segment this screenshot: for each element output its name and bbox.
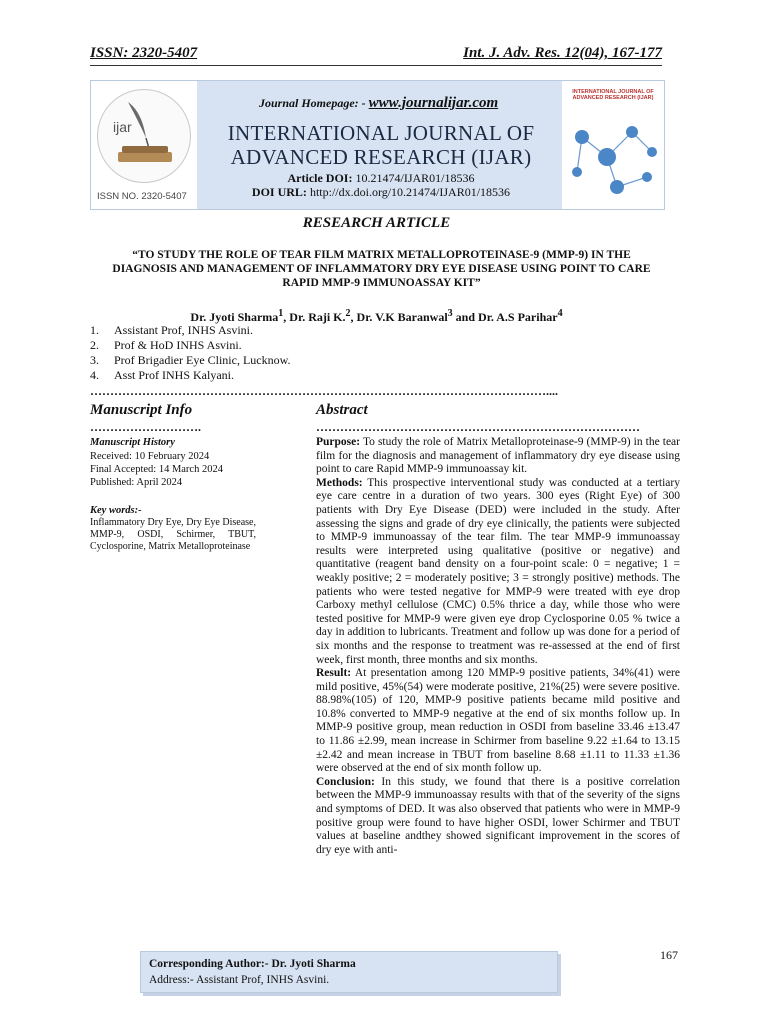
article-doi-label: Article DOI:	[287, 171, 353, 185]
doi-url	[201, 185, 561, 200]
journal-cover	[562, 81, 664, 209]
journal-logo	[91, 81, 197, 209]
logo-text: ijar	[113, 119, 132, 135]
molecule-icon	[562, 107, 664, 207]
affiliation-item	[90, 323, 291, 338]
received-date: Received: 10 February 2024	[90, 451, 210, 462]
abstract-conclusion	[316, 776, 680, 858]
author-2: Dr. Raji K.	[289, 310, 346, 324]
author-sep: ,	[283, 310, 290, 324]
cover-title: INTERNATIONAL JOURNAL OF ADVANCED RESEARCH (IJAR)	[572, 89, 654, 101]
abstract-heading: Abstract	[316, 402, 368, 418]
affiliation-number: 3.	[90, 353, 99, 367]
corresponding-author: Corresponding Author:- Dr. Jyoti Sharma	[149, 958, 356, 970]
manuscript-dates	[90, 450, 223, 489]
homepage-label: Journal Homepage: -	[259, 96, 366, 110]
quill-icon	[98, 90, 190, 182]
author-sep: and	[452, 310, 479, 324]
affiliation-number: 1.	[90, 323, 99, 337]
author-sep: ,	[350, 310, 357, 324]
homepage-link[interactable]: www.journalijar.com	[368, 95, 499, 111]
header-citation: Int. J. Adv. Res. 12(04), 167-177	[463, 45, 662, 61]
result-text: At presentation among 120 MMP-9 positive patients, 34%(41) were mild positive, 45%(54) were moderate positive, 21%(25) were severe positive. 88.98%(105) of 120, MMP-9 positive patients became mild positive and 10.8% converted to MMP-9 negative at the end of six months follow up. In MMP-9 positive group, mean reduction in OSDI from baseline 33.46 ±13.47 to 11.86 ±2.99, mean increase in Schirmer from baseline 9.22 ±1.64 to 13.15 ±2.42 and mean increase in TBUT from baseline 8.68 ±1.11 to 11.33 ±1.36 were observed at the end of six month follow up.	[316, 667, 680, 775]
manuscript-history-heading: Manuscript History	[90, 437, 175, 448]
affiliation-text: Asst Prof INHS Kalyani.	[114, 368, 234, 382]
author-1-sup: 1	[278, 308, 284, 319]
accepted-date: Final Accepted: 14 March 2024	[90, 464, 223, 475]
page-number: 167	[660, 948, 678, 962]
affiliation-number: 4.	[90, 368, 99, 382]
result-label: Result:	[316, 667, 352, 680]
conclusion-text: In this study, we found that there is a positive correlation between the MMP-9 immunoassay results with that of the severity of the signs and symptoms of DED. It was also observed that patients who were in MMP-9 positive group were found to have higher OSDI, lower Schirmer and TBUT values at baseline andthey showed significant improvement in the scores of dry eye with anti-	[316, 775, 680, 856]
published-date: Published: April 2024	[90, 477, 183, 488]
keywords-text: Inflammatory Dry Eye, Dry Eye Disease, MMP-9, OSDI, Schirmer, TBUT, Cyclosporine, Matrix Metalloproteinase	[90, 517, 256, 552]
abstract-result	[316, 667, 680, 776]
author-2-sup: 2	[345, 308, 351, 319]
affiliation-item	[90, 338, 291, 353]
methods-label: Methods:	[316, 476, 363, 489]
author-4-sup: 4	[557, 308, 563, 319]
journal-title-line1: INTERNATIONAL JOURNAL OF	[227, 121, 535, 145]
logo-issn: ISSN NO. 2320-5407	[97, 191, 187, 202]
corresponding-author-box	[140, 951, 558, 993]
article-doi-value: 10.21474/IJAR01/18536	[355, 171, 475, 185]
logo-circle	[97, 89, 191, 183]
author-4: Dr. A.S Parihar	[478, 310, 558, 324]
corresponding-address: Address:- Assistant Prof, INHS Asvini.	[149, 974, 330, 986]
conclusion-label: Conclusion:	[316, 775, 375, 788]
affiliation-item	[90, 368, 291, 383]
header-issn: ISSN: 2320-5407	[90, 45, 198, 61]
author-1: Dr. Jyoti Sharma	[190, 310, 279, 324]
journal-homepage	[259, 95, 498, 112]
journal-title-line2: ADVANCED RESEARCH (IJAR)	[230, 145, 532, 169]
manuscript-dots: ……………………….	[90, 420, 201, 434]
affiliations	[90, 323, 291, 383]
header-rule	[90, 65, 662, 66]
author-3-sup: 3	[447, 308, 453, 319]
abstract-purpose	[316, 436, 680, 477]
abstract-methods	[316, 477, 680, 667]
doi-url-link[interactable]: http://dx.doi.org/10.21474/IJAR01/18536	[309, 185, 511, 199]
purpose-label: Purpose:	[316, 436, 361, 448]
affiliation-text: Prof Brigadier Eye Clinic, Lucknow.	[114, 353, 291, 367]
dotted-divider: ……………………………………………………………………………………………………....	[90, 384, 558, 398]
article-type: RESEARCH ARTICLE	[302, 215, 451, 231]
article-title: “TO STUDY THE ROLE OF TEAR FILM MATRIX METALLOPROTEINASE-9 (MMP-9) IN THE DIAGNOSIS AND MANAGEMENT OF INFLAMMATORY DRY EYE DISEASE USING POINT TO CARE RAPID MMP-9 IMMUNOASSAY KIT”	[112, 249, 651, 289]
affiliation-text: Prof & HoD INHS Asvini.	[114, 338, 242, 352]
methods-text: This prospective interventional study was conducted at a tertiary eye care centre in a duration of two years. 300 eyes (Right Eye) of 300 patients with Dry Eye Disease (DED) were included in the study. After assessing the signs and grade of dry eye clinically, the patients were subjected to MMP-9 immunoassay of the tear film. The tear MMP-9 immunoassay results were interpreted using qualitative (positive or negative) and quantitative (reagent band density on a four-point scale: 0 = negative; 1 = weakly positive; 2 = moderately positive; 3 = strongly positive) methods. The patients who were tested negative for MMP-9 were treated with eye drop Carboxy methyl cellulose (CMC) 0.5% thrice a day, while those who were tested positive for MMP-9 were given eye drop Cyclosporine 0.05 % twice a day in addition to lubricants. Treatment and follow up was done for a period of six months and the response to treatment was re-assessed at the end of first week, first month, three months and six months.	[316, 476, 680, 666]
journal-banner	[90, 80, 665, 210]
affiliation-text: Assistant Prof, INHS Asvini.	[114, 323, 254, 337]
manuscript-info-heading: Manuscript Info	[90, 402, 193, 418]
abstract-body	[316, 436, 680, 857]
affiliation-item	[90, 353, 291, 368]
affiliation-number: 2.	[90, 338, 99, 352]
author-3: Dr. V.K Baranwal	[356, 310, 448, 324]
purpose-text: To study the role of Matrix Metalloproteinase-9 (MMP-9) in the tear film for the diagnosis and management of inflammatory dry eye disease using point to care Rapid MMP-9 immunoassay kit.	[316, 436, 680, 476]
doi-url-label: DOI URL:	[251, 185, 307, 199]
keywords-heading: Key words:-	[90, 505, 142, 516]
article-doi	[201, 171, 561, 186]
abstract-dots: ………………………………………………………………………	[316, 420, 640, 434]
